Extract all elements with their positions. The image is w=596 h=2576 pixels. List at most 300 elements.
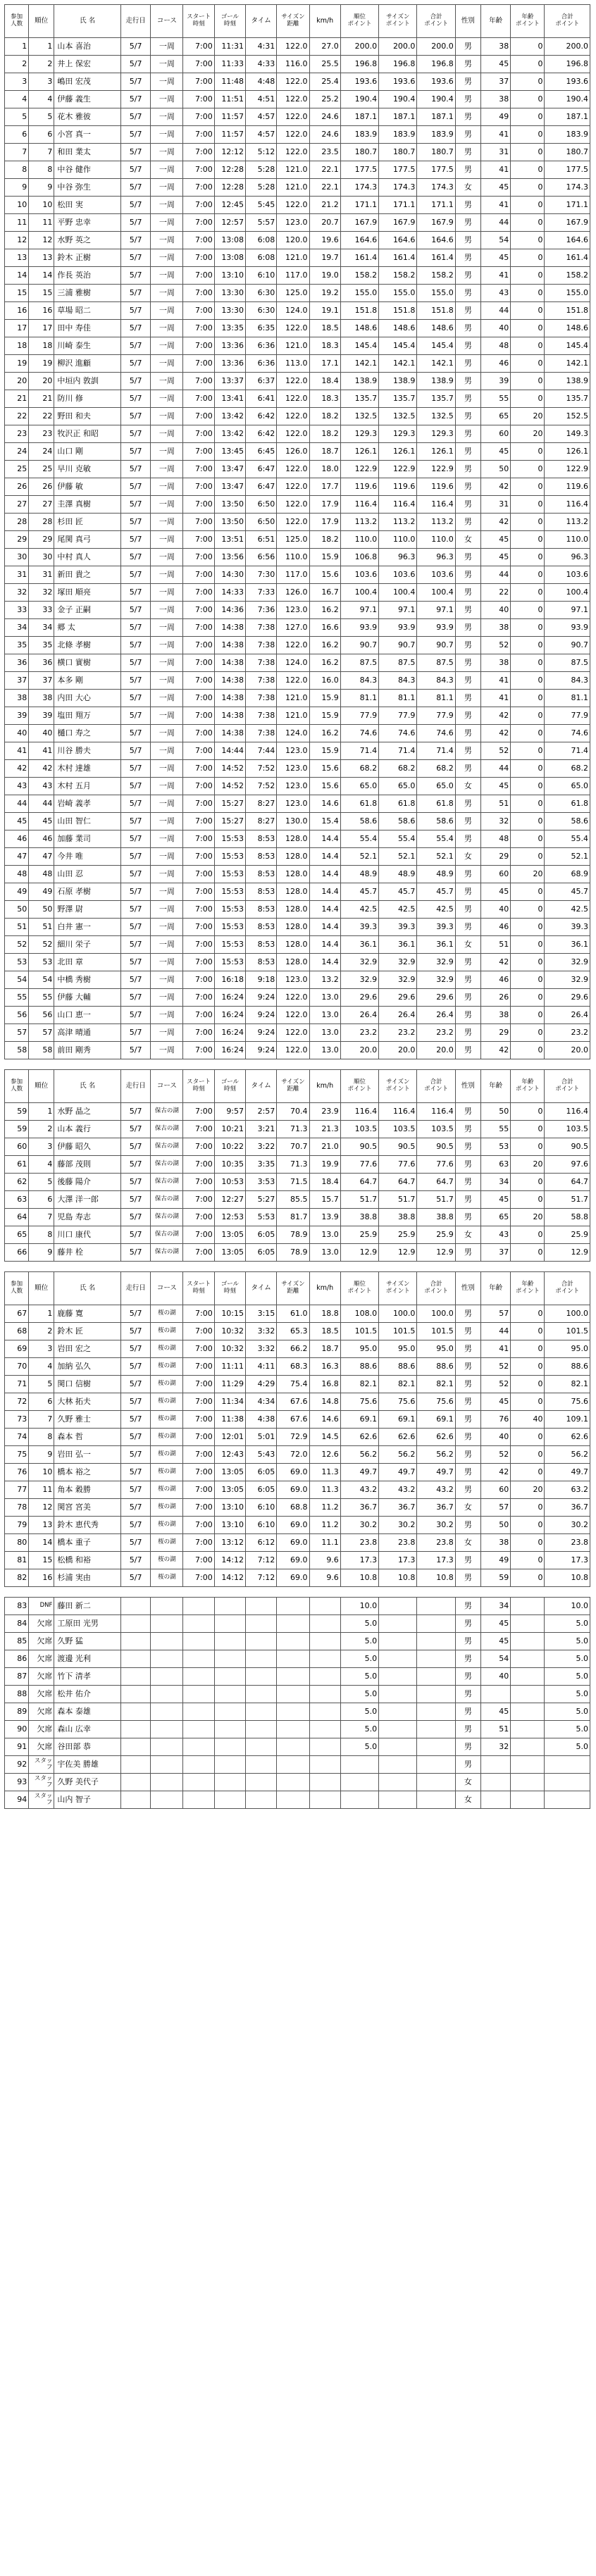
- cell-course: 桜の湖: [151, 1499, 183, 1517]
- cell-no: 65: [5, 1226, 29, 1244]
- cell-name: 作長 英治: [54, 267, 121, 285]
- cell-course: 一周: [151, 602, 183, 619]
- cell-size-pt: 51.7: [379, 1191, 417, 1209]
- cell-dist: [277, 1791, 309, 1809]
- cell-goal: 14:38: [214, 690, 245, 707]
- cell-name: 宇佐美 勝雄: [54, 1756, 121, 1774]
- cell-rank: 57: [29, 1024, 54, 1042]
- cell-size-pt: 116.4: [379, 496, 417, 514]
- cell-age: 29: [480, 848, 510, 866]
- cell-rank: 23: [29, 425, 54, 443]
- cell-time: 3:53: [246, 1174, 277, 1191]
- cell-start: 7:00: [183, 1007, 214, 1024]
- cell-start: 7:00: [183, 1499, 214, 1517]
- cell-age: 48: [480, 337, 510, 355]
- column-header-time: タイム: [246, 5, 277, 38]
- cell-time: 7:38: [246, 672, 277, 690]
- cell-no: 68: [5, 1323, 29, 1340]
- cell-start: 7:00: [183, 1446, 214, 1464]
- cell-total: 180.7: [417, 144, 455, 161]
- cell-start: 7:00: [183, 355, 214, 373]
- cell-size-pt: 55.4: [379, 830, 417, 848]
- cell-course: 一周: [151, 144, 183, 161]
- cell-start: 7:00: [183, 514, 214, 531]
- cell-sex: 男: [455, 866, 480, 883]
- cell-total: 26.4: [417, 1007, 455, 1024]
- cell-rank: 8: [29, 1429, 54, 1446]
- cell-age-pt: 0: [511, 760, 545, 778]
- cell-date: 5/7: [120, 690, 150, 707]
- cell-kmh: 13.0: [309, 1007, 340, 1024]
- cell-total: 30.2: [417, 1517, 455, 1534]
- column-header-goal: ゴール 時刻: [214, 1272, 245, 1305]
- cell-start: 7:00: [183, 302, 214, 320]
- cell-no: 41: [5, 742, 29, 760]
- cell-goal: 16:24: [214, 1007, 245, 1024]
- cell-size-pt: 52.1: [379, 848, 417, 866]
- cell-size-pt: 75.6: [379, 1393, 417, 1411]
- cell-sex: 男: [455, 267, 480, 285]
- cell-sex: 男: [455, 1464, 480, 1481]
- cell-goal: 13:35: [214, 320, 245, 337]
- cell-rank: スタッフ: [29, 1774, 54, 1791]
- cell-age: 41: [480, 267, 510, 285]
- cell-rank: DNF: [29, 1598, 54, 1615]
- cell-age: 46: [480, 919, 510, 936]
- cell-no: 43: [5, 778, 29, 795]
- cell-total: 49.7: [417, 1464, 455, 1481]
- cell-sex: 男: [455, 161, 480, 179]
- cell-start: 7:00: [183, 443, 214, 461]
- cell-time: 9:24: [246, 989, 277, 1007]
- cell-name: 樋口 寿之: [54, 725, 121, 742]
- cell-total: 62.6: [417, 1429, 455, 1446]
- cell-rank: 1: [29, 1103, 54, 1121]
- cell-date: [120, 1633, 150, 1650]
- column-header-age-pt: 年齢 ポイント: [511, 5, 545, 38]
- cell-no: 64: [5, 1209, 29, 1226]
- cell-dist: 61.0: [277, 1305, 309, 1323]
- cell-age-pt: 0: [511, 1191, 545, 1209]
- cell-date: 5/7: [120, 408, 150, 425]
- cell-dist: 70.4: [277, 1103, 309, 1121]
- cell-sex: 男: [455, 1209, 480, 1226]
- cell-name: 北田 章: [54, 954, 121, 971]
- cell-goal: 12:28: [214, 161, 245, 179]
- cell-dist: 71.3: [277, 1156, 309, 1174]
- cell-rank: 3: [29, 1340, 54, 1358]
- cell-size-pt: 116.4: [379, 1103, 417, 1121]
- cell-total2: 32.9: [545, 971, 590, 989]
- cell-course: 一周: [151, 971, 183, 989]
- cell-total2: [545, 1756, 590, 1774]
- cell-kmh: 13.9: [309, 1209, 340, 1226]
- cell-sex: 男: [455, 1650, 480, 1668]
- cell-name: 渡邊 光利: [54, 1650, 121, 1668]
- cell-goal: [214, 1615, 245, 1633]
- cell-rank-pt: 42.5: [340, 901, 378, 919]
- cell-total2: 116.4: [545, 496, 590, 514]
- cell-age-pt: 0: [511, 1358, 545, 1376]
- cell-course: [151, 1615, 183, 1633]
- cell-course: 桜の湖: [151, 1393, 183, 1411]
- cell-total: 90.5: [417, 1138, 455, 1156]
- cell-time: 6:51: [246, 531, 277, 549]
- cell-no: 18: [5, 337, 29, 355]
- cell-dist: 116.0: [277, 56, 309, 73]
- table-row: [5, 1174, 590, 1191]
- cell-rank-pt: 5.0: [340, 1650, 378, 1668]
- table-row: [5, 408, 590, 425]
- cell-dist: 121.0: [277, 179, 309, 197]
- cell-size-pt: 187.1: [379, 108, 417, 126]
- cell-dist: [277, 1721, 309, 1738]
- table-row: [5, 38, 590, 56]
- cell-age: 34: [480, 1174, 510, 1191]
- cell-age-pt: 0: [511, 56, 545, 73]
- cell-start: [183, 1721, 214, 1738]
- cell-no: 12: [5, 232, 29, 249]
- cell-name: 木村 五月: [54, 778, 121, 795]
- cell-sex: 男: [455, 1429, 480, 1446]
- table-row: [5, 1615, 590, 1633]
- column-header-no: 参加 人数: [5, 1272, 29, 1305]
- cell-age-pt: 0: [511, 443, 545, 461]
- cell-goal: 14:12: [214, 1552, 245, 1569]
- table-row: [5, 1156, 590, 1174]
- cell-course: 一周: [151, 725, 183, 742]
- cell-sex: 男: [455, 56, 480, 73]
- cell-sex: 男: [455, 1517, 480, 1534]
- cell-rank-pt: 55.4: [340, 830, 378, 848]
- cell-date: [120, 1598, 150, 1615]
- cell-date: 5/7: [120, 1481, 150, 1499]
- cell-total: [417, 1756, 455, 1774]
- cell-rank: 29: [29, 531, 54, 549]
- cell-rank-pt: 36.1: [340, 936, 378, 954]
- table-row: [5, 1774, 590, 1791]
- cell-kmh: 15.6: [309, 566, 340, 584]
- table-row: [5, 584, 590, 602]
- cell-goal: 10:22: [214, 1138, 245, 1156]
- cell-size-pt: 122.9: [379, 461, 417, 478]
- cell-dist: [277, 1738, 309, 1756]
- cell-total: [417, 1650, 455, 1668]
- cell-total2: 96.3: [545, 549, 590, 566]
- cell-total: 77.6: [417, 1156, 455, 1174]
- cell-rank: 36: [29, 654, 54, 672]
- cell-name: 川谷 勝夫: [54, 742, 121, 760]
- cell-rank-pt: 61.8: [340, 795, 378, 813]
- cell-rank: 33: [29, 602, 54, 619]
- column-header-total2: 合計 ポイント: [545, 1070, 590, 1103]
- cell-age: 22: [480, 584, 510, 602]
- cell-total2: 161.4: [545, 249, 590, 267]
- cell-goal: 16:24: [214, 1042, 245, 1059]
- cell-time: 6:56: [246, 549, 277, 566]
- cell-name: 関宮 宮美: [54, 1499, 121, 1517]
- cell-name: 森本 泰雄: [54, 1703, 121, 1721]
- cell-dist: 121.0: [277, 690, 309, 707]
- cell-rank-pt: 5.0: [340, 1686, 378, 1703]
- cell-dist: [277, 1615, 309, 1633]
- section-gap: [5, 1059, 590, 1070]
- cell-date: 5/7: [120, 584, 150, 602]
- cell-date: 5/7: [120, 56, 150, 73]
- cell-kmh: 25.5: [309, 56, 340, 73]
- cell-size-pt: [379, 1703, 417, 1721]
- cell-sex: 女: [455, 1499, 480, 1517]
- cell-size-pt: 30.2: [379, 1517, 417, 1534]
- cell-name: 児島 寿志: [54, 1209, 121, 1226]
- cell-total: 82.1: [417, 1376, 455, 1393]
- column-header-name: 氏 名: [54, 5, 121, 38]
- cell-total2: 5.0: [545, 1721, 590, 1738]
- cell-rank-pt: 43.2: [340, 1481, 378, 1499]
- cell-dist: 117.0: [277, 566, 309, 584]
- cell-dist: 122.0: [277, 637, 309, 654]
- table-row: [5, 1721, 590, 1738]
- cell-kmh: 17.9: [309, 514, 340, 531]
- cell-sex: 男: [455, 954, 480, 971]
- cell-course: 一周: [151, 654, 183, 672]
- cell-total: 155.0: [417, 285, 455, 302]
- cell-total: 45.7: [417, 883, 455, 901]
- cell-rank: 4: [29, 1358, 54, 1376]
- cell-no: 38: [5, 690, 29, 707]
- cell-total: 84.3: [417, 672, 455, 690]
- cell-goal: 16:18: [214, 971, 245, 989]
- cell-time: 6:50: [246, 496, 277, 514]
- cell-goal: 16:24: [214, 1024, 245, 1042]
- cell-date: [120, 1686, 150, 1703]
- cell-total2: 152.5: [545, 408, 590, 425]
- cell-age: 45: [480, 1615, 510, 1633]
- cell-date: 5/7: [120, 1393, 150, 1411]
- cell-rank: 9: [29, 179, 54, 197]
- cell-size-pt: 135.7: [379, 390, 417, 408]
- cell-rank: 3: [29, 73, 54, 91]
- cell-age-pt: 0: [511, 672, 545, 690]
- cell-age-pt: 0: [511, 742, 545, 760]
- cell-course: 一周: [151, 549, 183, 566]
- cell-time: 9:24: [246, 1024, 277, 1042]
- cell-goal: 13:08: [214, 232, 245, 249]
- table-row: [5, 478, 590, 496]
- cell-goal: 11:48: [214, 73, 245, 91]
- cell-date: 5/7: [120, 1340, 150, 1358]
- cell-age: 41: [480, 690, 510, 707]
- cell-goal: 11:57: [214, 126, 245, 144]
- cell-name: 中橋 秀樹: [54, 971, 121, 989]
- cell-age-pt: 0: [511, 1138, 545, 1156]
- cell-total: 148.6: [417, 320, 455, 337]
- cell-start: [183, 1703, 214, 1721]
- cell-dist: 72.9: [277, 1429, 309, 1446]
- cell-dist: 122.0: [277, 126, 309, 144]
- cell-rank: 22: [29, 408, 54, 425]
- cell-kmh: 25.4: [309, 73, 340, 91]
- cell-date: 5/7: [120, 496, 150, 514]
- cell-age: 53: [480, 1138, 510, 1156]
- cell-no: 52: [5, 936, 29, 954]
- cell-goal: [214, 1686, 245, 1703]
- cell-total: 81.1: [417, 690, 455, 707]
- cell-age: 50: [480, 1103, 510, 1121]
- cell-rank-pt: 88.6: [340, 1358, 378, 1376]
- cell-time: 8:53: [246, 901, 277, 919]
- cell-total2: 100.0: [545, 1305, 590, 1323]
- cell-dist: [277, 1633, 309, 1650]
- cell-rank: 42: [29, 760, 54, 778]
- cell-total2: 116.4: [545, 1103, 590, 1121]
- cell-sex: 男: [455, 249, 480, 267]
- cell-total2: 45.7: [545, 883, 590, 901]
- cell-age: 38: [480, 91, 510, 108]
- cell-start: 7:00: [183, 1138, 214, 1156]
- cell-age: 51: [480, 936, 510, 954]
- cell-date: 5/7: [120, 355, 150, 373]
- cell-dist: 67.6: [277, 1393, 309, 1411]
- cell-age-pt: 0: [511, 249, 545, 267]
- cell-total: 52.1: [417, 848, 455, 866]
- cell-total2: 55.4: [545, 830, 590, 848]
- cell-total2: 36.1: [545, 936, 590, 954]
- cell-age: 46: [480, 971, 510, 989]
- cell-name: 小宮 真一: [54, 126, 121, 144]
- cell-no: 21: [5, 390, 29, 408]
- cell-total2: 81.1: [545, 690, 590, 707]
- cell-course: 一周: [151, 742, 183, 760]
- cell-dist: 69.0: [277, 1464, 309, 1481]
- cell-age-pt: 0: [511, 584, 545, 602]
- cell-sex: 男: [455, 1668, 480, 1686]
- cell-kmh: [309, 1668, 340, 1686]
- cell-goal: 14:38: [214, 637, 245, 654]
- cell-kmh: 18.8: [309, 1305, 340, 1323]
- cell-name: 北條 孝樹: [54, 637, 121, 654]
- table-row: [5, 1138, 590, 1156]
- cell-start: 7:00: [183, 1464, 214, 1481]
- cell-rank: 56: [29, 1007, 54, 1024]
- cell-size-pt: 42.5: [379, 901, 417, 919]
- cell-name: 松井 佑介: [54, 1686, 121, 1703]
- cell-total: 113.2: [417, 514, 455, 531]
- cell-goal: 14:52: [214, 760, 245, 778]
- cell-age: 49: [480, 1552, 510, 1569]
- cell-age-pt: 0: [511, 778, 545, 795]
- cell-age-pt: 0: [511, 514, 545, 531]
- cell-total: [417, 1721, 455, 1738]
- cell-rank-pt: 81.1: [340, 690, 378, 707]
- table-row: [5, 602, 590, 619]
- cell-course: 一周: [151, 531, 183, 549]
- cell-course: 一周: [151, 267, 183, 285]
- cell-name: 高津 晴通: [54, 1024, 121, 1042]
- cell-sex: 男: [455, 1481, 480, 1499]
- cell-no: 86: [5, 1650, 29, 1668]
- cell-name: 森山 広幸: [54, 1721, 121, 1738]
- cell-name: 白井 憲一: [54, 919, 121, 936]
- cell-course: 一周: [151, 73, 183, 91]
- cell-age-pt: [511, 1721, 545, 1738]
- cell-rank: 19: [29, 355, 54, 373]
- cell-time: 9:24: [246, 1042, 277, 1059]
- cell-sex: 男: [455, 566, 480, 584]
- cell-kmh: 21.2: [309, 197, 340, 214]
- cell-kmh: 24.6: [309, 108, 340, 126]
- cell-goal: 15:53: [214, 848, 245, 866]
- cell-dist: 123.0: [277, 778, 309, 795]
- cell-total2: 90.5: [545, 1138, 590, 1156]
- cell-dist: 128.0: [277, 830, 309, 848]
- cell-rank-pt: 32.9: [340, 954, 378, 971]
- cell-rank-pt: 103.5: [340, 1121, 378, 1138]
- table-row: [5, 566, 590, 584]
- cell-total2: 5.0: [545, 1650, 590, 1668]
- table-row: [5, 56, 590, 73]
- cell-sex: 男: [455, 1411, 480, 1429]
- cell-total: 145.4: [417, 337, 455, 355]
- table-row: [5, 883, 590, 901]
- column-header-size-pt: サイズン ポイント: [379, 1070, 417, 1103]
- cell-rank: 14: [29, 267, 54, 285]
- cell-date: 5/7: [120, 1569, 150, 1587]
- cell-sex: 女: [455, 1791, 480, 1809]
- cell-name: 鈴木 正樹: [54, 249, 121, 267]
- cell-age-pt: 0: [511, 1552, 545, 1569]
- cell-total2: 171.1: [545, 197, 590, 214]
- cell-time: 7:38: [246, 619, 277, 637]
- cell-course: 桜の湖: [151, 1411, 183, 1429]
- cell-goal: 10:32: [214, 1323, 245, 1340]
- cell-course: 一周: [151, 478, 183, 496]
- cell-age-pt: 0: [511, 232, 545, 249]
- cell-rank-pt: 161.4: [340, 249, 378, 267]
- cell-date: 5/7: [120, 742, 150, 760]
- cell-goal: 12:01: [214, 1429, 245, 1446]
- cell-course: [151, 1774, 183, 1791]
- cell-start: 7:00: [183, 425, 214, 443]
- cell-total: 103.6: [417, 566, 455, 584]
- cell-age: 60: [480, 866, 510, 883]
- cell-date: 5/7: [120, 1411, 150, 1429]
- cell-date: 5/7: [120, 1446, 150, 1464]
- cell-name: 内田 大心: [54, 690, 121, 707]
- cell-sex: 男: [455, 197, 480, 214]
- cell-dist: 69.0: [277, 1552, 309, 1569]
- cell-size-pt: 87.5: [379, 654, 417, 672]
- cell-kmh: [309, 1615, 340, 1633]
- cell-start: [183, 1633, 214, 1650]
- cell-dist: 122.0: [277, 989, 309, 1007]
- cell-sex: 男: [455, 1569, 480, 1587]
- cell-time: 8:53: [246, 848, 277, 866]
- cell-rank: 26: [29, 478, 54, 496]
- cell-rank-pt: 101.5: [340, 1323, 378, 1340]
- cell-rank-pt: 71.4: [340, 742, 378, 760]
- cell-time: 7:38: [246, 637, 277, 654]
- cell-goal: 11:51: [214, 91, 245, 108]
- cell-no: 48: [5, 866, 29, 883]
- cell-rank-pt: 171.1: [340, 197, 378, 214]
- cell-rank-pt: 51.7: [340, 1191, 378, 1209]
- cell-rank-pt: 69.1: [340, 1411, 378, 1429]
- cell-age: 38: [480, 654, 510, 672]
- cell-goal: [214, 1598, 245, 1615]
- cell-age-pt: 0: [511, 38, 545, 56]
- cell-name: 山田 智仁: [54, 813, 121, 830]
